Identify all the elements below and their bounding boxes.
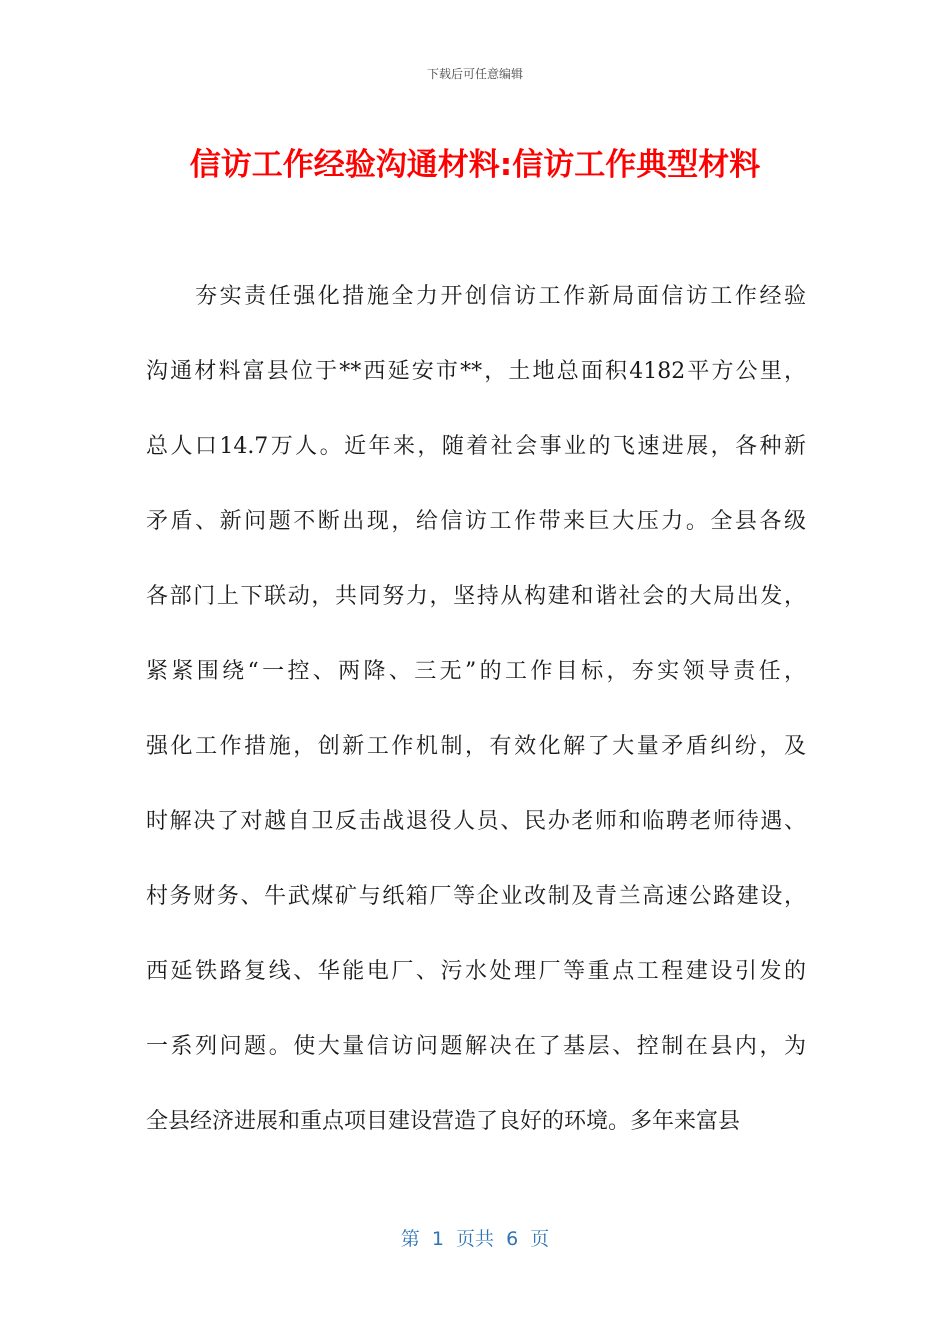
text-line: 矛盾、新问题不断出现，给信访工作带来巨大压力。全县各级 xyxy=(146,509,806,534)
text-line: 夯实责任强化措施全力开创信访工作新局面信访工作经验 xyxy=(146,284,806,309)
text-line: 沟通材料富县位于**西延安市**，土地总面积4182平方公里， xyxy=(146,359,806,384)
page-header-note: 下载后可任意编辑 xyxy=(426,67,523,81)
text-line: 西延铁路复线、华能电厂、污水处理厂等重点工程建设引发的 xyxy=(146,959,806,984)
text-line: 全县经济进展和重点项目建设营造了良好的环境。多年来富县 xyxy=(146,1109,741,1134)
text-line: 时解决了对越自卫反击战退役人员、民办老师和临聘老师待遇、 xyxy=(146,809,806,834)
text-line: 总人口14.7万人。近年来，随着社会事业的飞速进展，各种新 xyxy=(146,434,806,459)
body-text xyxy=(146,274,806,1174)
text-line: 紧紧围绕“一控、两降、三无”的工作目标，夯实领导责任， xyxy=(146,659,806,684)
text-line: 强化工作措施，创新工作机制，有效化解了大量矛盾纠纷，及 xyxy=(146,734,806,759)
document-title: 信访工作经验沟通材料:信访工作典型材料 xyxy=(189,147,761,183)
text-line: 村务财务、牛武煤矿与纸箱厂等企业改制及青兰高速公路建设， xyxy=(146,884,806,909)
page-number-footer: 第 1 页共 6 页 xyxy=(400,1228,550,1250)
text-line: 各部门上下联动，共同努力，坚持从构建和谐社会的大局出发， xyxy=(146,584,806,609)
text-line: 一系列问题。使大量信访问题解决在了基层、控制在县内，为 xyxy=(146,1034,806,1059)
